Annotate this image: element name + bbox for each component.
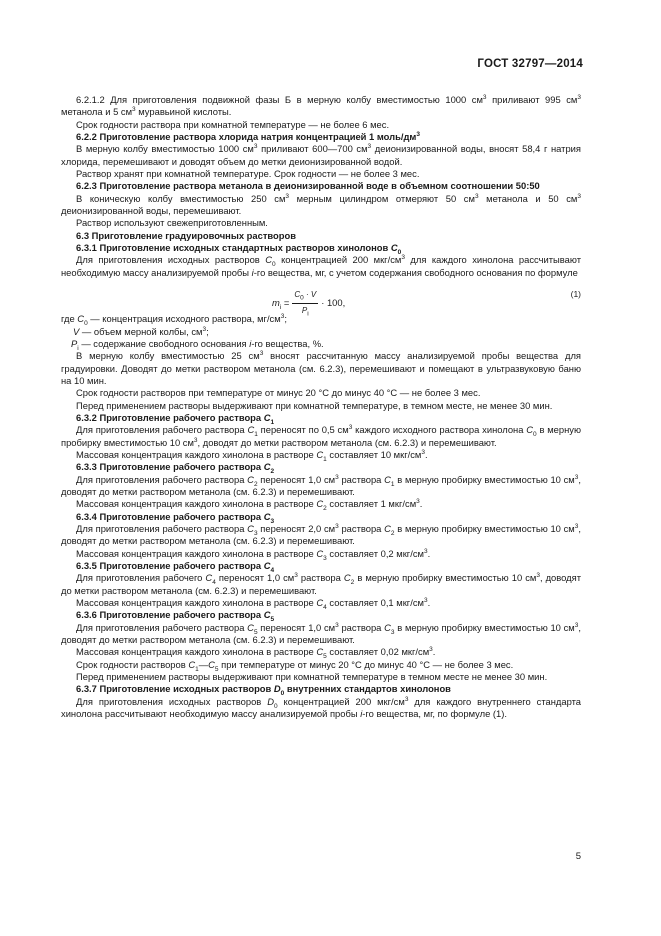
paragraph: Срок годности растворов $C_1—C_5$ при температуре от минус 20 °C до минус 40 °C — не более 3 мес. <box>76 658 514 673</box>
definition-item: V — объем мерной колбы, $см^3$; <box>73 325 209 337</box>
paragraph: Перед применением растворы выдерживают при комнатной температуре, в темном месте, не менее 30 мин. <box>76 399 553 411</box>
page-body <box>61 94 581 721</box>
paragraph: Срок годности раствора при комнатной температуре — не более 6 мес. <box>76 118 390 130</box>
section-heading: 6.3.2 Приготовление рабочего раствора $C_1$ <box>76 411 275 426</box>
paragraph: 6.2.1.2 Для приготовления подвижной фазы Б в мерную колбу вместимостью 1000 $см^3$ приливают 995 $см^3$ метанола и 5 $см^3$ муравьиной кислоты. <box>61 93 582 118</box>
page-number: 5 <box>575 851 581 862</box>
section-heading: 6.3 Приготовление градуировочных растворов <box>76 229 296 241</box>
section-heading: 6.2.3 Приготовление раствора метанола в деионизированной воде в объемном соотношении 50:50 <box>76 180 540 192</box>
definition-item: где $C_0$ — концентрация исходного раствора, $мг/см^3$; <box>61 313 287 328</box>
paragraph: Массовая концентрация каждого хинолона в растворе $C_1$ составляет 10 мкг/$см^3$. <box>76 448 428 463</box>
paragraph: Раствор хранят при комнатной температуре. Срок годности — не более 3 мес. <box>76 168 420 180</box>
paragraph: Для приготовления рабочего раствора $C_3$ переносят 2,0 $см^3$ раствора $C_2$ в мерную пробирку вместимостью 10 $см^3$, доводят до метки раствором метанола (см. 6.2.3) и перемешивают. <box>61 522 581 547</box>
section-heading: 6.3.4 Приготовление рабочего раствора $C_3$ <box>76 510 275 525</box>
formula-number: (1) <box>570 289 581 300</box>
paragraph: В мерную колбу вместимостью 25 $см^3$ вносят рассчитанную массу анализируемой пробы вещества для градуировки. Доводят до метки раствором метанола (см. 6.2.3), перемешивают и помещают в ультразвуковую баню на 10 мин. <box>61 350 582 386</box>
paragraph: Для приготовления рабочего $C_4$ переносят 1,0 $см^3$ раствора $C_2$ в мерную пробирку вместимостью 10 $см^3$, доводят до метки раствором метанола (см. 6.2.3) и перемешивают. <box>61 572 581 596</box>
section-heading: 6.3.7 Приготовление исходных растворов $D_0$ внутренних стандартов хинолонов <box>76 683 451 698</box>
paragraph: Массовая концентрация каждого хинолона в растворе $C_3$ составляет 0,2 мкг/$см^3$. <box>76 547 431 562</box>
paragraph: Срок годности растворов при температуре от минус 20 °C до минус 40 °C — не более 3 мес. <box>76 387 481 399</box>
formula-1 <box>61 281 581 318</box>
section-heading: 6.3.3 Приготовление рабочего раствора $C_2$ <box>76 461 275 476</box>
paragraph: Перед применением растворы выдерживают при комнатной температуре в темном месте не менее 30 мин. <box>76 671 548 683</box>
document-code: ГОСТ 32797—2014 <box>477 58 583 70</box>
paragraph: Для приготовления рабочего раствора $C_2$ переносят 1,0 $см^3$ раствора $C_1$ в мерную пробирку вместимостью 10 $см^3$, доводят до метки раствором метанола (см. 6.2.3) и перемешивают. <box>61 473 581 497</box>
section-heading: 6.3.6 Приготовление рабочего раствора $C_5$ <box>76 609 275 624</box>
section-heading: 6.2.2 Приготовление раствора хлорида натрия концентрацией 1 моль/$дм^3$ <box>76 130 420 143</box>
paragraph: Для приготовления исходных растворов $D_0$ концентрацией 200 мкг/$см^3$ для каждого внутреннего стандарта хинолона рассчитывают необходимую массу анализируемой пробы i-го вещества, мг, по формуле (1). <box>61 695 582 720</box>
paragraph: Массовая концентрация каждого хинолона в растворе $C_2$ составляет 1 мкг/$см^3$. <box>76 498 423 513</box>
section-heading: 6.3.1 Приготовление исходных стандартных растворов хинолонов $C_0$ <box>76 242 402 256</box>
paragraph: Для приготовления исходных растворов $C_0$ концентрацией 200 мкг/$см^3$ для каждого хинолона рассчитывают необходимую массу анализируемой пробы i-го вещества, мг, с учетом содержания свободного основания по формуле <box>61 254 581 278</box>
paragraph: В мерную колбу вместимостью 1000 $см^3$ приливают 600—700 $см^3$ деионизированной воды, вносят 58,4 г натрия хлорида, перемешивают и доводят объем до метки деионизированной водой. <box>61 143 581 167</box>
formula-expression: $m_i$ = $\frac{C_0 \cdot V}{P_i}$ · 100, <box>272 290 346 318</box>
paragraph: Для приготовления рабочего раствора $C_1$ переносят по 0,5 $см^3$ каждого исходного раствора хинолона $C_0$ в мерную пробирку вместимостью 10 $см^3$, доводят до метки раствором метанола (см. 6.2.3) и перемешивают. <box>61 424 581 448</box>
paragraph: В коническую колбу вместимостью 250 $см^3$ мерным цилиндром отмеряют 50 $см^3$ метанола и 50 $см^3$ деионизированной воды, перемешивают. <box>61 192 581 217</box>
paragraph: Раствор используют свежеприготовленным. <box>76 217 268 229</box>
section-heading: 6.3.5 Приготовление рабочего раствора $C_4$ <box>76 560 275 574</box>
paragraph: Массовая концентрация каждого хинолона в растворе $C_4$ составляет 0,1 мкг/$см^3$. <box>76 596 431 611</box>
definition-item: $P_i$ — содержание свободного основания i-го вещества, %. <box>71 337 324 352</box>
paragraph: Массовая концентрация каждого хинолона в растворе $C_5$ составляет 0,02 мкг/$см^3$. <box>76 646 436 661</box>
formula-fraction: $\frac{C_0 \cdot V}{P_i}$ <box>294 290 317 318</box>
paragraph: Для приготовления рабочего раствора $C_5$ переносят 1,0 $см^3$ раствора $C_3$ в мерную пробирку вместимостью 10 $см^3$, доводят до метки раствором метанола (см. 6.2.3) и перемешивают. <box>61 621 581 646</box>
